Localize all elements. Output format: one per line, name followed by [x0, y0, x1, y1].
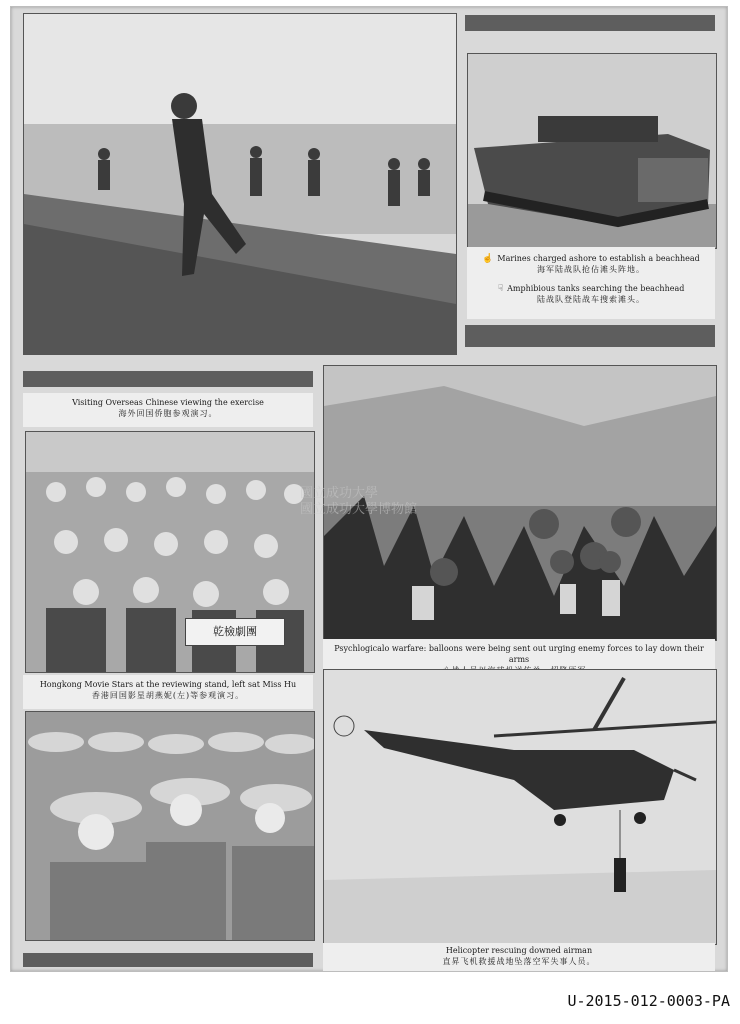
movie-stars-photo [25, 711, 315, 941]
top-right-band [465, 15, 715, 31]
movie-stars-caption [23, 675, 313, 709]
movie-caption-zh: 香港回国影星胡燕妮(左)等参观演习。 [91, 691, 245, 700]
group-sign: 乾檢劇團 [185, 618, 285, 646]
heli-caption-en: Helicopter rescuing downed airman [445, 946, 593, 955]
overseas-caption-en: Visiting Overseas Chinese viewing the exercise [72, 398, 264, 407]
tanks-caption-zh: 陆战队登陆战车搜索滩头。 [537, 295, 645, 304]
overseas-caption-zh: 海外回国侨胞参观演习。 [118, 409, 218, 418]
overseas-band [23, 371, 313, 387]
heli-caption [323, 943, 715, 971]
tank-bottom-band [465, 325, 715, 347]
beach-landing-photo [23, 13, 457, 355]
movie-caption-en: Hongkong Movie Stars at the reviewing stand, left sat Miss Hu [39, 680, 297, 689]
catalog-code: U-2015-012-0003-PA [567, 992, 730, 1010]
heli-caption-zh: 直昇飞机救援战地坠落空军失事人员。 [442, 957, 596, 966]
psych-caption-en: Psychlogicalo warfare: balloons were being sent out urging enemy forces to lay down their arms [334, 644, 704, 664]
bottom-left-band [23, 953, 313, 967]
psych-caption [323, 639, 715, 671]
pointing-hand-down-icon: ☟ [497, 283, 504, 294]
amphibious-tank-photo [467, 53, 717, 249]
pointing-hand-up-icon: ☝ [482, 253, 494, 264]
tank-captions [467, 247, 715, 319]
marines-caption-zh: 海军陆战队抢佔滩头阵地。 [537, 265, 645, 274]
marines-caption-en: Marines charged ashore to establish a beachhead [497, 254, 700, 263]
tanks-caption-en: Amphibious tanks searching the beachhead [507, 284, 685, 293]
helicopter-rescue-photo [323, 669, 717, 945]
overseas-caption [23, 393, 313, 427]
museum-watermark: 國立成功大學 國立成功大學博物館 [300, 486, 418, 517]
